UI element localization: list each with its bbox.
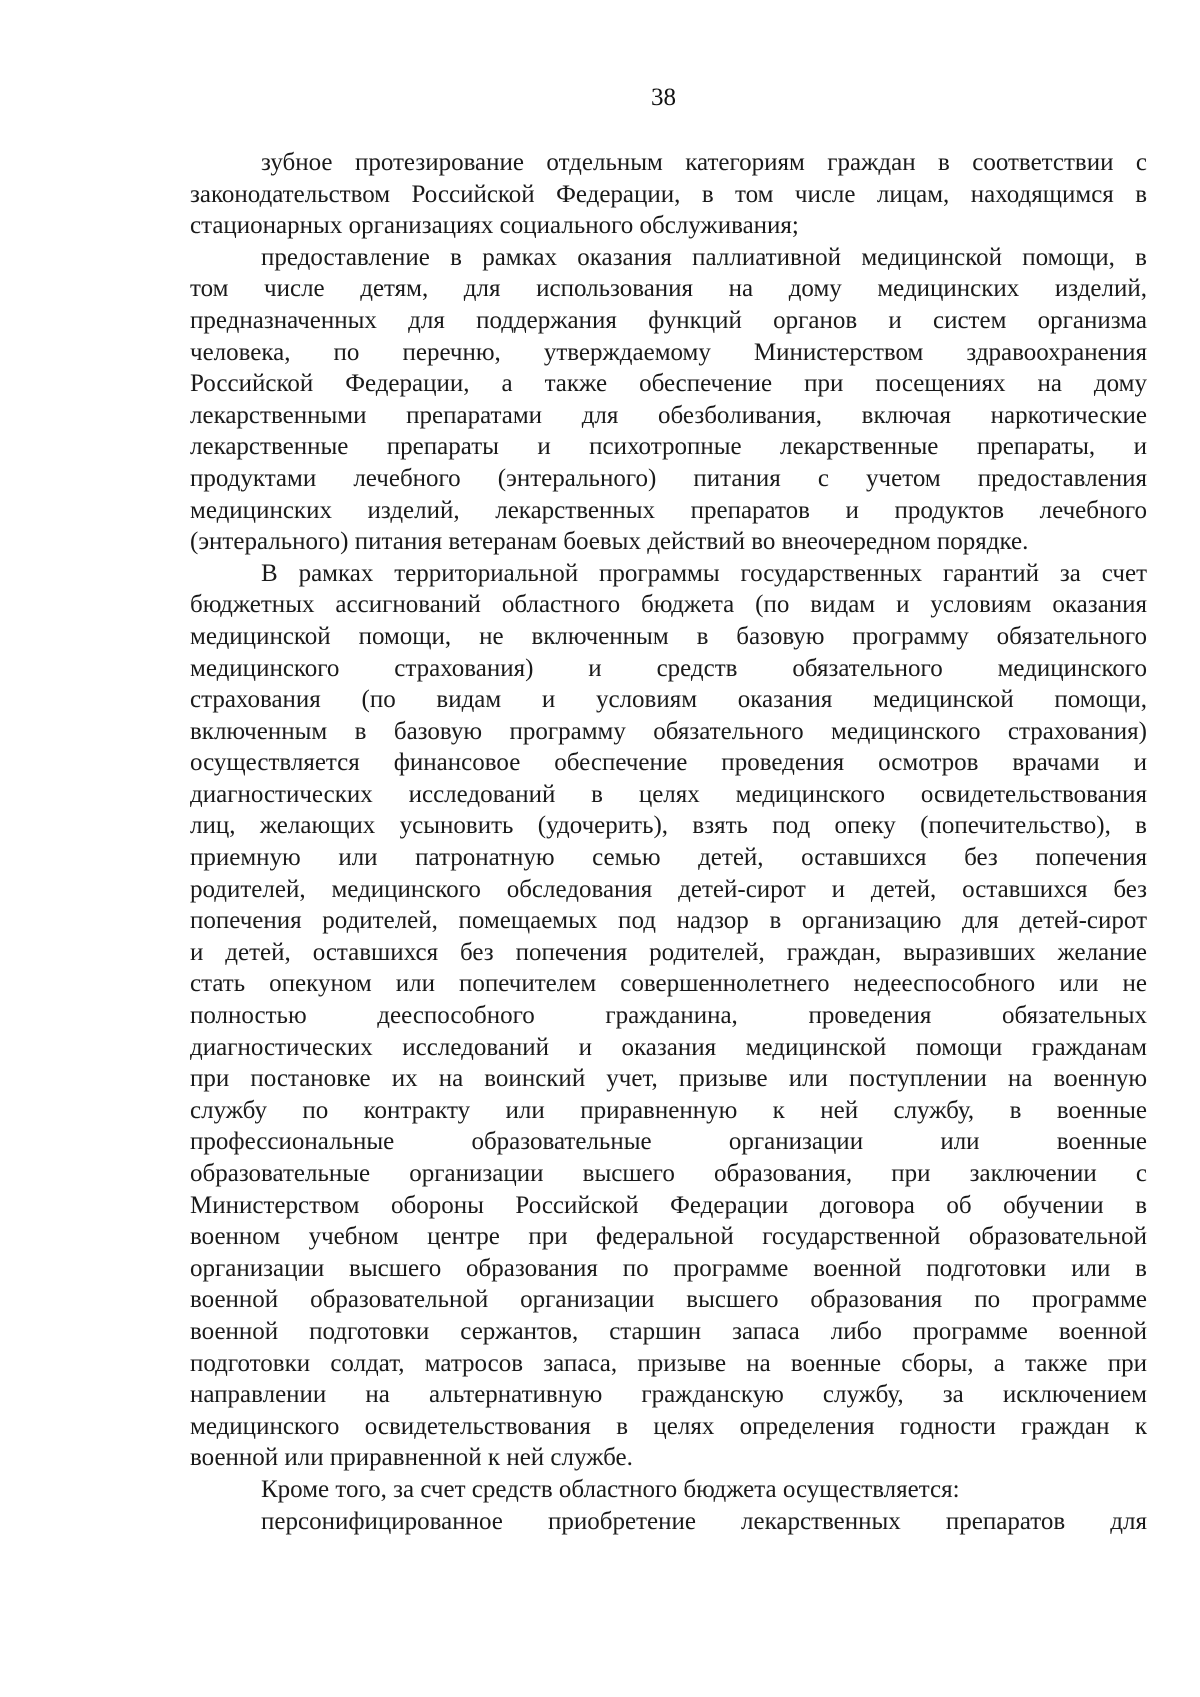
text-line: предназначенных для поддержания функций органов и систем организма (190, 306, 1147, 334)
text-line: и детей, оставшихся без попечения родителей, граждан, выразивших желание (190, 938, 1147, 966)
text-line: предоставление в рамках оказания паллиативной медицинской помощи, в (261, 243, 1147, 271)
document-body (190, 147, 1147, 1537)
text-line: Кроме того, за счет средств областного бюджета осуществляется: (261, 1475, 960, 1503)
text-line: стать опекуном или попечителем совершеннолетнего недееспособного или не (190, 970, 1147, 998)
text-line: военном учебном центре при федеральной государственной образовательной (190, 1223, 1147, 1251)
text-line: осуществляется финансовое обеспечение проведения осмотров врачами и (190, 749, 1147, 777)
text-line: включенным в базовую программу обязательного медицинского страхования) (190, 717, 1147, 745)
text-line: медицинских изделий, лекарственных препаратов и продуктов лечебного (190, 496, 1147, 524)
text-line: при постановке их на воинский учет, призыве или поступлении на военную (190, 1065, 1147, 1093)
text-line: попечения родителей, помещаемых под надзор в организацию для детей-сирот (190, 907, 1147, 935)
text-line: медицинского освидетельствования в целях определения годности граждан к (190, 1412, 1147, 1440)
text-line: подготовки солдат, матросов запаса, призыве на военные сборы, а также при (190, 1349, 1147, 1377)
text-line: человека, по перечню, утверждаемому Министерством здравоохранения (190, 338, 1147, 366)
text-line: лиц, желающих усыновить (удочерить), взять под опеку (попечительство), в (190, 812, 1147, 840)
text-line: родителей, медицинского обследования детей-сирот и детей, оставшихся без (190, 875, 1147, 903)
text-line: страхования (по видам и условиям оказания медицинской помощи, (190, 686, 1147, 714)
text-line: военной образовательной организации высшего образования по программе (190, 1286, 1147, 1314)
text-line: зубное протезирование отдельным категориям граждан в соответствии с (261, 149, 1147, 176)
text-line: военной подготовки сержантов, старшин запаса либо программе военной (190, 1317, 1147, 1345)
text-line: персонифицированное приобретение лекарственных препаратов для (261, 1507, 1147, 1535)
text-line: бюджетных ассигнований областного бюджета (по видам и условиям оказания (190, 591, 1147, 619)
text-line: медицинской помощи, не включенным в базовую программу обязательного (190, 622, 1147, 650)
text-line: лекарственные препараты и психотропные лекарственные препараты, и (190, 433, 1147, 461)
text-line: профессиональные образовательные организации или военные (190, 1128, 1147, 1156)
text-line: В рамках территориальной программы государственных гарантий за счет (261, 559, 1147, 587)
page-number: 38 (651, 84, 676, 111)
text-line: службу по контракту или приравненную к ней службу, в военные (190, 1096, 1147, 1124)
text-line: медицинского страхования) и средств обязательного медицинского (190, 654, 1147, 682)
text-line: том числе детям, для использования на дому медицинских изделий, (190, 275, 1147, 303)
text-line: военной или приравненной к ней службе. (190, 1444, 633, 1472)
text-line: законодательством Российской Федерации, в том числе лицам, находящимся в (190, 180, 1147, 208)
text-line: организации высшего образования по программе военной подготовки или в (190, 1254, 1147, 1282)
text-line: продуктами лечебного (энтерального) питания с учетом предоставления (190, 464, 1147, 492)
text-line: диагностических исследований в целях медицинского освидетельствования (190, 780, 1147, 808)
text-line: Российской Федерации, а также обеспечение при посещениях на дому (190, 370, 1147, 398)
text-line: направлении на альтернативную гражданскую службу, за исключением (190, 1381, 1147, 1409)
text-line: образовательные организации высшего образования, при заключении с (190, 1160, 1147, 1187)
text-line: лекарственными препаратами для обезболивания, включая наркотические (190, 401, 1147, 429)
text-line: стационарных организациях социального обслуживания; (190, 212, 799, 240)
text-line: Министерством обороны Российской Федерации договора об обучении в (190, 1191, 1147, 1219)
text-line: диагностических исследований и оказания медицинской помощи гражданам (190, 1033, 1147, 1061)
text-line: (энтерального) питания ветеранам боевых действий во внеочередном порядке. (190, 528, 1029, 556)
text-line: полностью дееспособного гражданина, проведения обязательных (190, 1002, 1147, 1030)
text-line: приемную или патронатную семью детей, оставшихся без попечения (190, 844, 1147, 872)
